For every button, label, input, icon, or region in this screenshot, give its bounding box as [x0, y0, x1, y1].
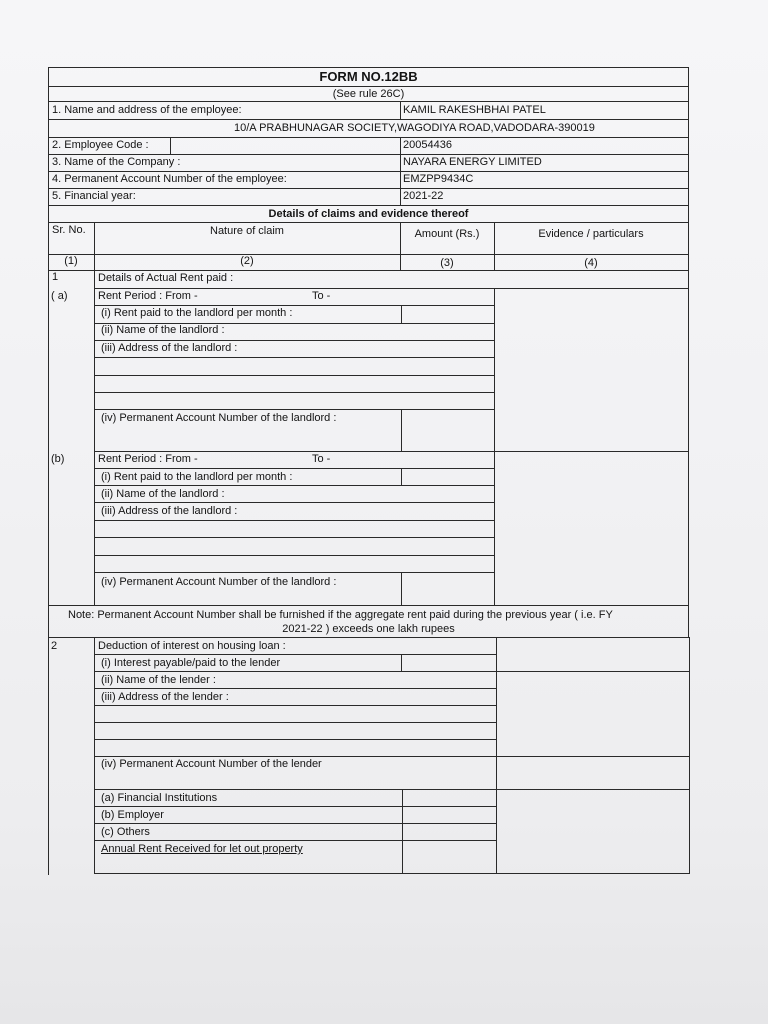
- rule-line: [94, 654, 497, 655]
- rule-line: [401, 654, 402, 671]
- rule-line: [94, 637, 95, 874]
- loan-annual-rent: Annual Rent Received for let out property: [101, 843, 303, 855]
- rent-b-to: To -: [312, 453, 331, 465]
- rule-line: [689, 637, 690, 874]
- financial-year-value: 2021-22: [403, 190, 444, 202]
- rule-line: [94, 840, 497, 841]
- rule-line: [688, 67, 689, 638]
- employee-name-label: 1. Name and address of the employee:: [52, 104, 242, 116]
- rule-line: [94, 705, 497, 706]
- col-number-3: (3): [440, 257, 454, 269]
- rent-note-line-2: 2021-22 ) exceeds one lakh rupees: [282, 623, 455, 635]
- rent-b-landlord-address: (iii) Address of the landlord :: [101, 505, 238, 517]
- rule-line: [48, 605, 689, 606]
- rule-line: [48, 101, 689, 102]
- loan-sr: 2: [51, 640, 58, 652]
- rent-a-sr: ( a): [51, 290, 68, 302]
- rule-line: [48, 205, 689, 206]
- rule-line: [94, 671, 690, 672]
- details-heading: Details of claims and evidence thereof: [268, 208, 469, 220]
- rule-line: [94, 451, 689, 452]
- rule-line: [48, 270, 689, 271]
- rule-line: [48, 222, 689, 223]
- rule-line: [48, 86, 689, 87]
- rule-line: [94, 520, 495, 521]
- loan-lender-name: (ii) Name of the lender :: [101, 674, 216, 686]
- rule-line: [94, 305, 495, 306]
- rent-b-landlord-pan: (iv) Permanent Account Number of the landlord :: [101, 576, 337, 588]
- rule-line: [494, 288, 495, 605]
- rule-line: [94, 357, 495, 358]
- company-value: NAYARA ENERGY LIMITED: [403, 156, 542, 168]
- rule-line: [94, 340, 495, 341]
- rent-a-landlord-name: (ii) Name of the landlord :: [101, 324, 225, 336]
- col-number-1: (1): [64, 255, 78, 267]
- rent-note-line-1: Note: Permanent Account Number shall be furnished if the aggregate rent paid during the previous year ( i.e. FY: [68, 609, 613, 621]
- rent-b-period: Rent Period : From -: [98, 453, 198, 465]
- rule-line: [94, 739, 497, 740]
- col-header-nature: Nature of claim: [210, 225, 284, 237]
- rule-line: [94, 555, 495, 556]
- rent-a-period: Rent Period : From -: [98, 290, 198, 302]
- rule-line: [401, 305, 402, 323]
- rule-line: [94, 392, 495, 393]
- rule-line: [94, 688, 497, 689]
- employee-address-value: 10/A PRABHUNAGAR SOCIETY,WAGODIYA ROAD,VADODARA-390019: [234, 122, 595, 134]
- employee-code-value: 20054436: [403, 139, 452, 151]
- loan-interest: (i) Interest payable/paid to the lender: [101, 657, 281, 669]
- rule-line: [94, 806, 497, 807]
- rule-line: [48, 67, 689, 68]
- rent-b-landlord-name: (ii) Name of the landlord :: [101, 488, 225, 500]
- form-title: FORM NO.12BB: [319, 69, 418, 84]
- rent-a-monthly-rent: (i) Rent paid to the landlord per month :: [101, 307, 293, 319]
- rule-line: [48, 67, 49, 875]
- rule-line: [94, 375, 495, 376]
- rule-line: [48, 637, 689, 638]
- rule-line: [94, 789, 690, 790]
- rule-line: [94, 823, 497, 824]
- rule-line: [402, 789, 403, 873]
- loan-employer: (b) Employer: [101, 809, 164, 821]
- rent-a-to: To -: [312, 290, 331, 302]
- financial-year-label: 5. Financial year:: [52, 190, 136, 202]
- rule-line: [94, 537, 495, 538]
- rent-a-landlord-pan: (iv) Permanent Account Number of the landlord :: [101, 412, 337, 424]
- pan-label: 4. Permanent Account Number of the employee:: [52, 173, 287, 185]
- rule-line: [401, 572, 402, 605]
- rule-line: [48, 137, 689, 138]
- rule-line: [170, 137, 171, 154]
- employee-name-value: KAMIL RAKESHBHAI PATEL: [403, 104, 546, 116]
- loan-lender-address: (iii) Address of the lender :: [101, 691, 229, 703]
- rule-line: [94, 288, 689, 289]
- rent-b-monthly-rent: (i) Rent paid to the landlord per month :: [101, 471, 293, 483]
- loan-financial-institutions: (a) Financial Institutions: [101, 792, 218, 804]
- col-header-amount: Amount (Rs.): [414, 228, 480, 240]
- rule-line: [94, 409, 495, 410]
- rent-heading: Details of Actual Rent paid :: [98, 272, 234, 284]
- col-header-sr: Sr. No.: [52, 224, 86, 236]
- employee-code-label: 2. Employee Code :: [52, 139, 149, 151]
- rule-line: [94, 572, 495, 573]
- pan-value: EMZPP9434C: [403, 173, 474, 185]
- col-header-evidence: Evidence / particulars: [538, 228, 644, 240]
- rule-line: [48, 171, 689, 172]
- rule-line: [94, 502, 495, 503]
- rule-line: [94, 468, 495, 469]
- rule-line: [94, 873, 690, 874]
- rule-line: [48, 119, 689, 120]
- rule-line: [94, 756, 690, 757]
- rule-line: [496, 637, 497, 874]
- rule-line: [94, 270, 95, 605]
- rule-line: [400, 137, 401, 205]
- rule-line: [400, 101, 401, 120]
- rent-sr: 1: [52, 271, 59, 283]
- rule-line: [401, 409, 402, 451]
- rule-line: [48, 154, 689, 155]
- rule-line: [94, 722, 497, 723]
- col-number-4: (4): [584, 257, 598, 269]
- col-number-2: (2): [240, 255, 254, 267]
- rule-line: [94, 485, 495, 486]
- loan-others: (c) Others: [101, 826, 150, 838]
- rent-a-landlord-address: (iii) Address of the landlord :: [101, 342, 238, 354]
- rule-line: [401, 468, 402, 485]
- loan-heading: Deduction of interest on housing loan :: [98, 640, 286, 652]
- form-rule: (See rule 26C): [332, 88, 405, 100]
- loan-lender-pan: (iv) Permanent Account Number of the lender: [101, 758, 322, 770]
- rent-b-sr: (b): [51, 453, 65, 465]
- company-label: 3. Name of the Company :: [52, 156, 181, 168]
- rule-line: [48, 188, 689, 189]
